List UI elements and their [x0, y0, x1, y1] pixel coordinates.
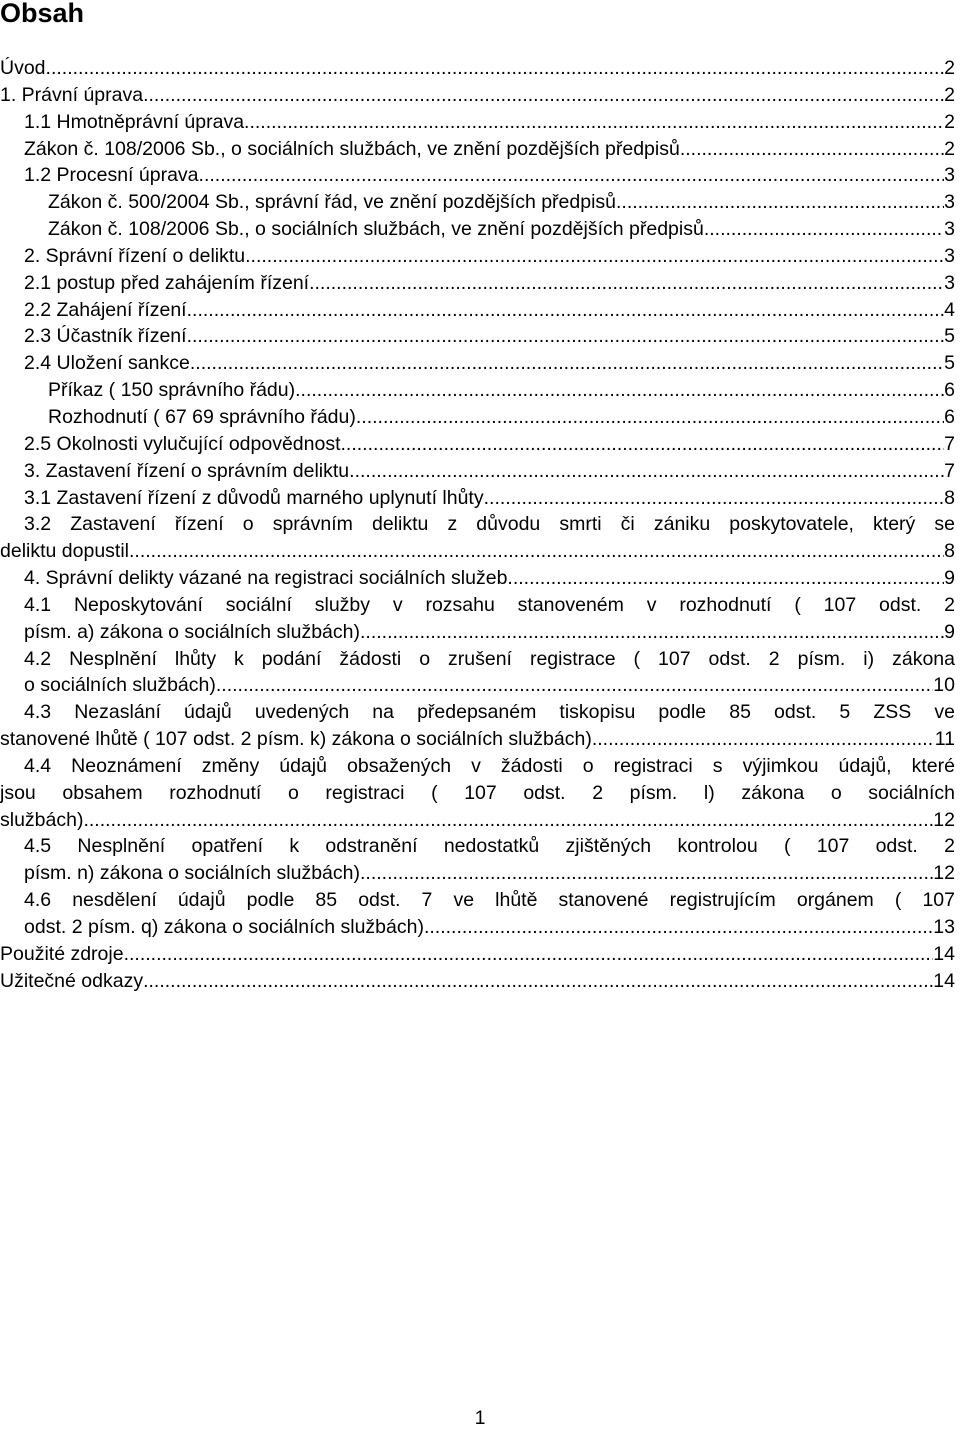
toc-entry-title: 1. Právní úprava	[0, 83, 144, 106]
toc-entry-page: 3	[944, 271, 955, 294]
toc-entry-1-2[interactable]	[0, 162, 955, 189]
toc-entry-page: 6	[944, 379, 955, 402]
dot-leader	[143, 968, 933, 995]
toc-entry-title: Zákon č. 500/2004 Sb., správní řád, ve znění pozdějších předpisů	[48, 191, 617, 214]
toc-entry-page: 3	[944, 191, 955, 214]
toc-entry-title-continuation: službách)	[0, 808, 84, 831]
dot-leader	[216, 672, 933, 699]
dot-leader	[360, 619, 944, 646]
toc-entry-title: 3.1 Zastavení řízení z důvodů marného uplynutí lhůty	[24, 486, 484, 509]
toc-entry-uvod[interactable]	[0, 55, 955, 82]
toc-entry-page: 3	[944, 244, 955, 267]
toc-entry-zakon-108-hmotne[interactable]	[0, 136, 955, 163]
toc-entry-4-4[interactable]	[0, 753, 955, 834]
toc-entry-4-6[interactable]	[0, 887, 955, 941]
toc-entry-title-line: 4.4 Neoznámení změny údajů obsažených v žádosti o registraci s výjimkou údajů, které	[24, 754, 955, 777]
dot-leader	[680, 136, 944, 163]
toc-entry-3[interactable]	[0, 458, 955, 485]
dot-leader	[244, 109, 944, 136]
page-number: 1	[474, 1407, 486, 1429]
toc-entry-title-continuation: deliktu dopustil	[0, 540, 129, 563]
toc-entry-title-line: 3.2 Zastavení řízení o správním deliktu z důvodu smrti či zániku poskytovatele, který se	[24, 513, 955, 536]
toc-entry-title: Rozhodnutí ( 67 69 správního řádu)	[48, 405, 356, 428]
toc-entry-title: 4. Správní delikty vázané na registraci sociálních služeb	[24, 567, 508, 590]
toc-entry-title-continuation: písm. n) zákona o sociálních službách)	[24, 862, 360, 885]
toc-entry-page: 9	[944, 567, 955, 590]
dot-leader	[245, 243, 944, 270]
dot-leader	[129, 538, 944, 565]
toc-entry-prikaz[interactable]	[0, 377, 955, 404]
dot-leader	[187, 297, 945, 324]
dot-leader	[484, 485, 945, 512]
toc-entry-page: 14	[933, 942, 955, 965]
toc-entry-page: 11	[934, 728, 955, 751]
toc-entry-zakon-108-procesni[interactable]	[0, 216, 955, 243]
dot-leader	[616, 189, 944, 216]
dot-leader	[424, 914, 933, 941]
toc-entry-title: 1.2 Procesní úprava	[24, 164, 199, 187]
toc-entry-page: 14	[933, 969, 955, 992]
toc-entry-1[interactable]	[0, 82, 955, 109]
toc-entry-title-line: 4.2 Nesplnění lhůty k podání žádosti o zrušení registrace ( 107 odst. 2 písm. i) zákona	[24, 647, 955, 670]
toc-entry-2-2[interactable]	[0, 297, 955, 324]
toc-entry-page: 9	[944, 620, 955, 643]
toc-entry-page: 2	[944, 57, 955, 79]
toc-entry-3-1[interactable]	[0, 485, 955, 512]
toc-entry-title: 2.1 postup před zahájením řízení	[24, 271, 310, 294]
toc-entry-title: Použité zdroje	[0, 942, 124, 965]
toc-entry-page: 3	[944, 218, 955, 241]
dot-leader	[199, 162, 945, 189]
toc-entry-pouzite-zdroje[interactable]	[0, 941, 955, 968]
dot-leader	[360, 860, 933, 887]
toc-entry-2-4[interactable]	[0, 350, 955, 377]
toc-entry-page: 12	[933, 862, 955, 885]
toc-entry-title-line: jsou obsahem rozhodnutí o registraci ( 107 odst. 2 písm. l) zákona o sociálních	[0, 781, 955, 804]
toc-entry-page: 5	[944, 352, 955, 375]
toc-entry-title: 2. Správní řízení o deliktu	[24, 244, 246, 267]
toc-entry-title: 2.5 Okolnosti vylučující odpovědnost	[24, 432, 341, 455]
toc-entry-title-line: 4.6 nesdělení údajů podle 85 odst. 7 ve lhůtě stanovené registrujícím orgánem ( 107	[24, 889, 955, 912]
toc-entry-uzitecne-odkazy[interactable]	[0, 968, 955, 995]
dot-leader	[349, 458, 944, 485]
toc-entry-zakon-500[interactable]	[0, 189, 955, 216]
toc-entry-3-2[interactable]	[0, 511, 955, 565]
dot-leader	[143, 82, 944, 109]
toc-entry-page: 8	[944, 540, 955, 563]
dot-leader	[341, 431, 945, 458]
dot-leader	[190, 350, 944, 377]
toc-entry-page: 7	[944, 459, 955, 482]
toc-entry-title: Zákon č. 108/2006 Sb., o sociálních službách, ve znění pozdějších předpisů	[48, 218, 704, 241]
table-of-contents	[0, 55, 955, 995]
toc-entry-page: 7	[944, 432, 955, 455]
toc-entry-2[interactable]	[0, 243, 955, 270]
toc-entry-title: Příkaz ( 150 správního řádu)	[48, 379, 296, 402]
toc-entry-page: 6	[944, 405, 955, 428]
toc-entry-title-line: 4.5 Nesplnění opatření k odstranění nedostatků zjištěných kontrolou ( 107 odst. 2	[24, 835, 955, 858]
toc-entry-title-line: 4.1 Neposkytování sociální služby v rozsahu stanoveném v rozhodnutí ( 107 odst. 2	[24, 593, 955, 616]
dot-leader	[507, 565, 944, 592]
toc-entry-title: 2.2 Zahájení řízení	[24, 298, 187, 321]
dot-leader	[309, 270, 944, 297]
toc-entry-title-continuation: stanovené lhůtě ( 107 odst. 2 písm. k) zákona o sociálních službách)	[0, 728, 592, 751]
toc-entry-title: Užitečné odkazy	[0, 969, 144, 992]
toc-entry-2-3[interactable]	[0, 323, 955, 350]
page-title: Obsah	[0, 0, 85, 28]
dot-leader	[46, 55, 945, 82]
toc-entry-title-continuation: o sociálních službách)	[24, 674, 216, 697]
toc-entry-page: 10	[933, 674, 955, 697]
toc-entry-page: 2	[944, 137, 955, 160]
toc-entry-1-1[interactable]	[0, 109, 955, 136]
toc-entry-4-3[interactable]	[0, 699, 955, 753]
toc-entry-page: 2	[944, 83, 955, 106]
toc-entry-title: 3. Zastavení řízení o správním deliktu	[24, 459, 350, 482]
toc-entry-title: 2.3 Účastník řízení	[24, 325, 187, 348]
toc-entry-title-continuation: odst. 2 písm. q) zákona o sociálních službách)	[24, 916, 424, 938]
dot-leader	[187, 323, 945, 350]
dot-leader	[83, 807, 933, 834]
dot-leader	[356, 404, 944, 431]
toc-entry-title: Zákon č. 108/2006 Sb., o sociálních službách, ve znění pozdějších předpisů	[24, 137, 680, 160]
dot-leader	[124, 941, 934, 968]
toc-entry-2-5[interactable]	[0, 431, 955, 458]
toc-entry-page: 8	[944, 486, 955, 509]
toc-entry-title: 1.1 Hmotněprávní úprava	[24, 110, 245, 133]
toc-entry-page: 12	[933, 808, 955, 831]
toc-entry-4-2[interactable]	[0, 646, 955, 700]
toc-entry-4[interactable]	[0, 565, 955, 592]
toc-entry-4-5[interactable]	[0, 833, 955, 887]
toc-entry-page: 13	[933, 916, 955, 938]
toc-entry-rozhodnuti[interactable]	[0, 404, 955, 431]
dot-leader	[592, 726, 935, 753]
toc-entry-page: 3	[944, 164, 955, 187]
toc-entry-4-1[interactable]	[0, 592, 955, 646]
toc-entry-title: 2.4 Uložení sankce	[24, 352, 190, 375]
toc-entry-2-1[interactable]	[0, 270, 955, 297]
toc-entry-title: Úvod	[0, 57, 46, 79]
toc-entry-title-continuation: písm. a) zákona o sociálních službách)	[24, 620, 360, 643]
toc-entry-page: 2	[944, 110, 955, 133]
dot-leader	[704, 216, 944, 243]
toc-entry-page: 5	[944, 325, 955, 348]
toc-entry-page: 4	[944, 298, 955, 321]
toc-entry-title-line: 4.3 Nezaslání údajů uvedených na předepsaném tiskopisu podle 85 odst. 5 ZSS ve	[24, 701, 955, 724]
dot-leader	[295, 377, 944, 404]
